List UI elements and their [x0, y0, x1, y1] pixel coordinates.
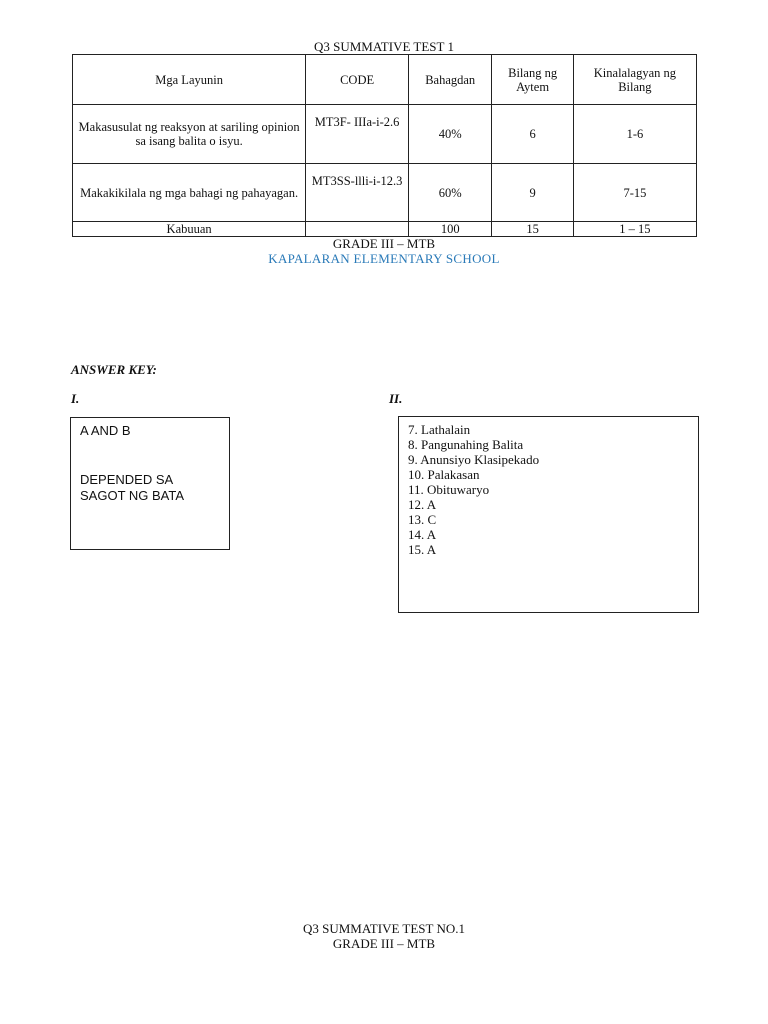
- table-header-row: [73, 55, 697, 105]
- list-item: 12. A: [408, 497, 437, 512]
- list-item: 10. Palakasan: [408, 467, 480, 482]
- column-header-items: Bilang ng Aytem: [492, 55, 573, 105]
- column-header-percent: Bahagdan: [408, 55, 491, 105]
- part-one-label: I.: [71, 391, 80, 406]
- part-one-answer-line: SAGOT NG BATA: [80, 488, 185, 503]
- list-item: 9. Anunsiyo Klasipekado: [408, 452, 540, 467]
- part-two-answer-box: [398, 416, 699, 613]
- test-title: Q3 SUMMATIVE TEST 1: [313, 39, 454, 54]
- code-cell: MT3F- IIIa-i-2.6: [306, 105, 409, 164]
- list-item: 7. Lathalain: [408, 422, 471, 437]
- school-name: KAPALARAN ELEMENTARY SCHOOL: [268, 251, 500, 266]
- column-header-objectives: Mga Layunin: [73, 55, 306, 105]
- list-item: 14. A: [408, 527, 437, 542]
- list-item: 8. Pangunahing Balita: [408, 437, 524, 452]
- placement-cell: 7-15: [573, 164, 696, 222]
- objective-cell: Makasusulat ng reaksyon at sariling opinion sa isang balita o isyu.: [73, 105, 306, 164]
- grade-label: GRADE III – MTB: [332, 236, 436, 251]
- footer-grade-label: GRADE III – MTB: [332, 936, 436, 951]
- table-row: [73, 105, 697, 164]
- total-percent-cell: 100: [408, 222, 491, 237]
- list-item: 11. Obituwaryo: [408, 482, 490, 497]
- part-one-answer-line: A AND B: [80, 423, 131, 438]
- part-two-answer-list: [408, 422, 689, 557]
- total-row: [73, 222, 697, 237]
- part-one-answer-line: DEPENDED SA: [80, 472, 174, 487]
- percent-cell: 40%: [408, 105, 491, 164]
- items-cell: 6: [492, 105, 573, 164]
- objective-cell: Makakikilala ng mga bahagi ng pahayagan.: [73, 164, 306, 222]
- specification-table: [72, 54, 697, 237]
- column-header-placement: Kinalalagyan ng Bilang: [573, 55, 696, 105]
- code-cell: MT3SS-llli-i-12.3: [306, 164, 409, 222]
- total-label-cell: Kabuuan: [73, 222, 306, 237]
- list-item: 15. A: [408, 542, 437, 557]
- total-items-cell: 15: [492, 222, 573, 237]
- total-placement-cell: 1 – 15: [573, 222, 696, 237]
- total-code-cell: [306, 222, 409, 237]
- list-item: 13. C: [408, 512, 437, 527]
- footer-test-title: Q3 SUMMATIVE TEST NO.1: [302, 921, 466, 936]
- items-cell: 9: [492, 164, 573, 222]
- table-row: [73, 164, 697, 222]
- answer-key-heading: ANSWER KEY:: [71, 362, 157, 377]
- part-two-label: II.: [389, 391, 403, 406]
- part-one-answer-box: [70, 417, 230, 550]
- placement-cell: 1-6: [573, 105, 696, 164]
- column-header-code: CODE: [306, 55, 409, 105]
- percent-cell: 60%: [408, 164, 491, 222]
